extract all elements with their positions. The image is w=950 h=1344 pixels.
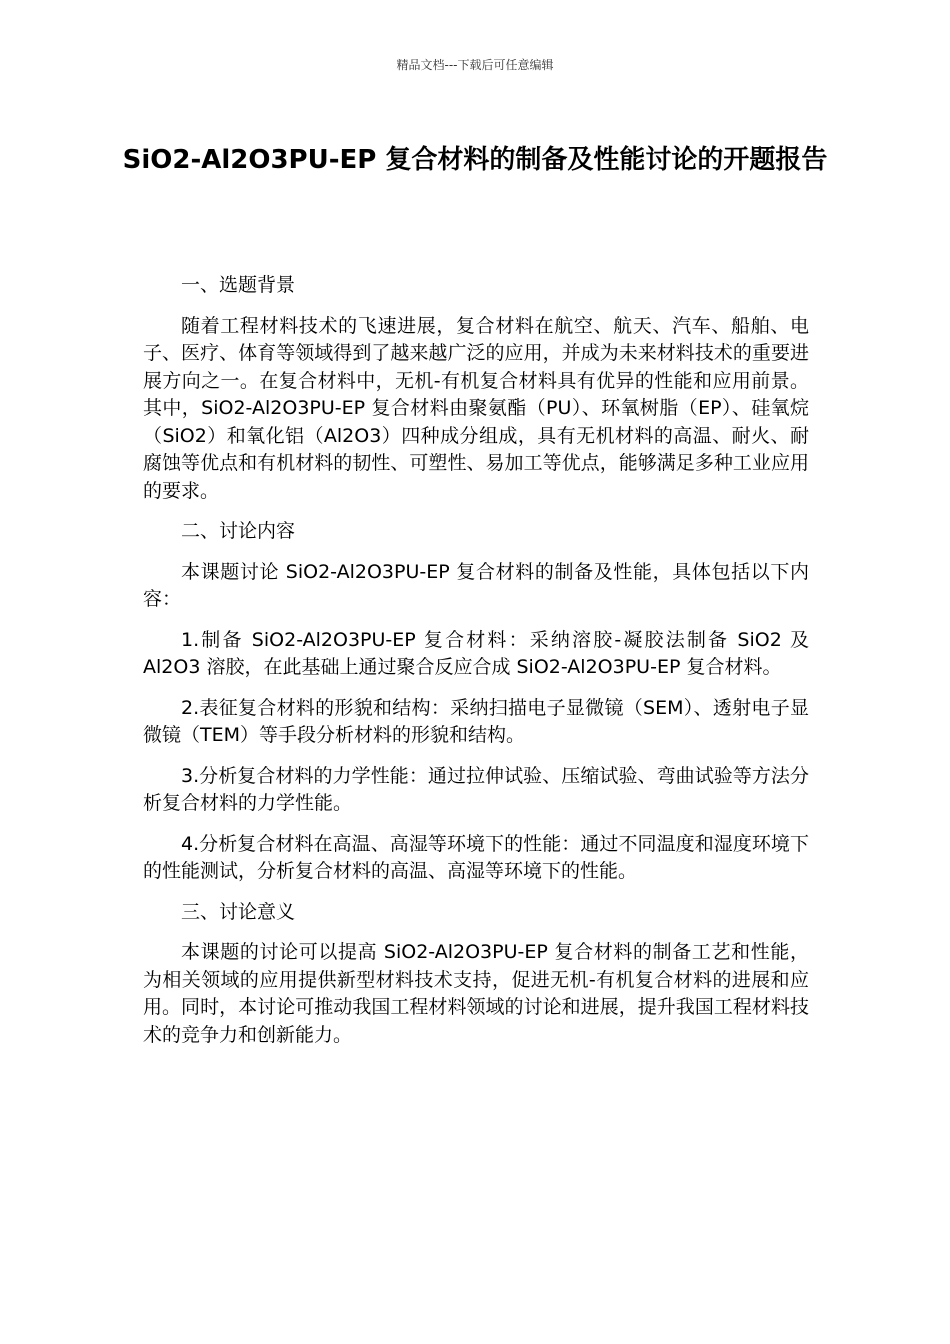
paragraph-background: 随着工程材料技术的飞速进展，复合材料在航空、航天、汽车、船舶、电子、医疗、体育等领域得到了越来越广泛的应用，并成为未来材料技术的重要进展方向之一。在复合材料中，无机-有机复合材料具有优异的性能和应用前景。其中，SiO2-Al2O3PU-EP 复合材料由聚氨酯（PU）、环氧树脂（EP）、硅氧烷（SiO2）和氧化铝（Al2O3）四种成分组成，具有无机材料的高温、耐火、耐腐蚀等优点和有机材料的韧性、可塑性、易加工等优点，能够满足多种工业应用的要求。 [143,314,809,502]
paragraph-significance: 本课题的讨论可以提高 SiO2-Al2O3PU-EP 复合材料的制备工艺和性能，为相关领域的应用提供新型材料技术支持，促进无机-有机复合材料的进展和应用。同时，本讨论可推动我国工程材料领域的讨论和进展，提升我国工程材料技术的竞争力和创新能力。 [143,941,809,1046]
section-heading-content: 二、讨论内容 [181,520,296,542]
paragraph-content-intro: 本课题讨论 SiO2-Al2O3PU-EP 复合材料的制备及性能，具体包括以下内容： [143,560,809,610]
document-body [143,272,809,1062]
document-title: SiO2-Al2O3PU-EP 复合材料的制备及性能讨论的开题报告 [122,145,828,175]
paragraph-content-item-1: 1.制备 SiO2-Al2O3PU-EP 复合材料：采纳溶胶-凝胶法制备 SiO2 及 Al2O3 溶胶，在此基础上通过聚合反应合成 SiO2-Al2O3PU-EP 复合材料。 [143,628,809,678]
header-note: 精品文档---下载后可任意编辑 [396,58,554,72]
paragraph-content-item-3: 3.分析复合材料的力学性能：通过拉伸试验、压缩试验、弯曲试验等方法分析复合材料的力学性能。 [143,764,809,814]
section-heading-background: 一、选题背景 [181,274,296,296]
paragraph-content-item-4: 4.分析复合材料在高温、高湿等环境下的性能：通过不同温度和湿度环境下的性能测试，分析复合材料的高温、高湿等环境下的性能。 [143,832,809,882]
section-heading-significance: 三、讨论意义 [181,900,296,923]
paragraph-content-item-2: 2.表征复合材料的形貌和结构：采纳扫描电子显微镜（SEM）、透射电子显微镜（TEM）等手段分析材料的形貌和结构。 [143,696,809,746]
